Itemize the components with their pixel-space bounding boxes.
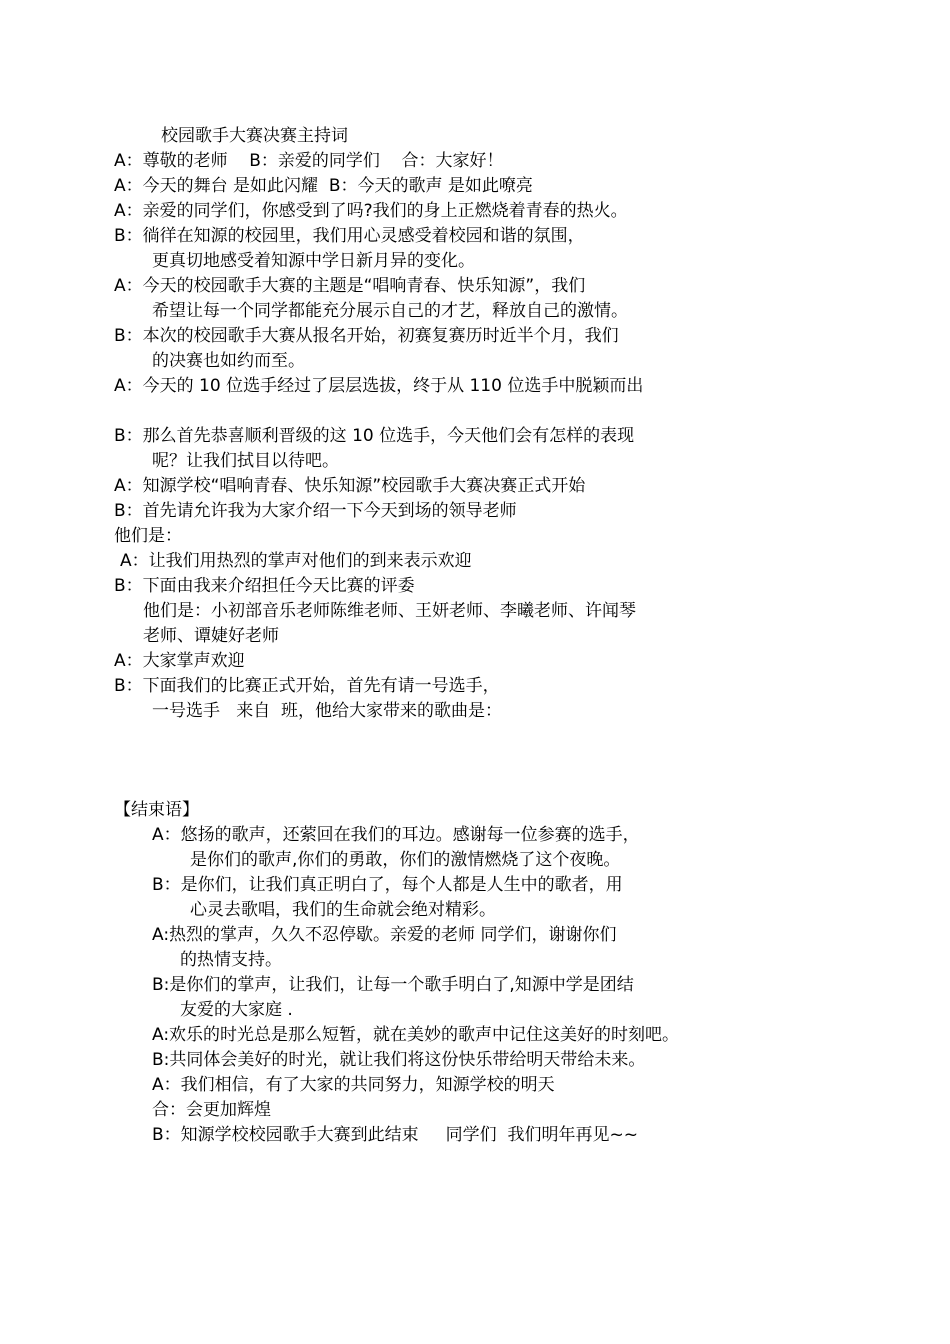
closing-line: A：我们相信，有了大家的共同努力，知源学校的明天 — [152, 1075, 555, 1095]
opening-line: A：让我们用热烈的掌声对他们的到来表示欢迎 — [120, 551, 472, 571]
closing-line: B：知源学校校园歌手大赛到此结束 同学们 我们明年再见~~ — [152, 1125, 638, 1145]
opening-line: 希望让每一个同学都能充分展示自己的才艺，释放自己的激情。 — [152, 301, 628, 321]
closing-line: B:共同体会美好的时光，就让我们将这份快乐带给明天带给未来。 — [152, 1050, 646, 1070]
opening-line: B：徜徉在知源的校园里，我们用心灵感受着校园和谐的氛围， — [114, 226, 585, 246]
opening-line: A：今天的舞台 是如此闪耀 B：今天的歌声 是如此嘹亮 — [114, 176, 533, 196]
opening-line: 他们是： — [114, 526, 182, 546]
opening-line: 老师、谭婕好老师 — [143, 626, 279, 646]
opening-line: A：亲爱的同学们，你感受到了吗?我们的身上正燃烧着青春的热火。 — [114, 201, 628, 221]
closing-line: 心灵去歌唱，我们的生命就会绝对精彩。 — [190, 900, 496, 920]
opening-line: 呢？让我们拭目以待吧。 — [152, 451, 339, 471]
closing-line: 友爱的大家庭 . — [180, 1000, 293, 1020]
opening-line: 一号选手 来自 班，他给大家带来的歌曲是： — [152, 701, 503, 721]
opening-line: A：大家掌声欢迎 — [114, 651, 245, 671]
closing-line: 是你们的歌声,你们的勇敢，你们的激情燃烧了这个夜晚。 — [190, 850, 621, 870]
opening-line: B：本次的校园歌手大赛从报名开始，初赛复赛历时近半个月，我们 — [114, 326, 619, 346]
opening-line: A：今天的校园歌手大赛的主题是“唱响青春、快乐知源”，我们 — [114, 276, 586, 296]
closing-line: 的热情支持。 — [180, 950, 282, 970]
closing-line: 合：会更加辉煌 — [152, 1100, 271, 1120]
opening-line: A：尊敬的老师 B：亲爱的同学们 合：大家好！ — [114, 151, 504, 171]
closing-line: A：悠扬的歌声，还萦回在我们的耳边。感谢每一位参赛的选手， — [152, 825, 640, 845]
opening-line: B：首先请允许我为大家介绍一下今天到场的领导老师 — [114, 501, 517, 521]
closing-line: A:热烈的掌声，久久不忍停歇。亲爱的老师 同学们，谢谢你们 — [152, 925, 617, 945]
opening-line: A：今天的 10 位选手经过了层层选拔，终于从 110 位选手中脱颖而出 — [114, 376, 644, 396]
closing-line: B：是你们，让我们真正明白了，每个人都是人生中的歌者，用 — [152, 875, 623, 895]
opening-line: B：下面我们的比赛正式开始，首先有请一号选手， — [114, 676, 500, 696]
closing-line: B:是你们的掌声，让我们，让每一个歌手明白了,知源中学是团结 — [152, 975, 634, 995]
opening-line: 他们是：小初部音乐老师陈维老师、王妍老师、李曦老师、许闻琴 — [143, 601, 636, 621]
opening-line: B：下面由我来介绍担任今天比赛的评委 — [114, 576, 415, 596]
opening-line: 更真切地感受着知源中学日新月异的变化。 — [152, 251, 475, 271]
opening-line: 的决赛也如约而至。 — [152, 351, 305, 371]
opening-line: A：知源学校“唱响青春、快乐知源”校园歌手大赛决赛正式开始 — [114, 476, 586, 496]
closing-line: A:欢乐的时光总是那么短暂，就在美妙的歌声中记住这美好的时刻吧。 — [152, 1025, 680, 1045]
opening-line: B：那么首先恭喜顺利晋级的这 10 位选手，今天他们会有怎样的表现 — [114, 426, 635, 446]
document-title: 校园歌手大赛决赛主持词 — [161, 126, 348, 146]
closing-heading: 【结束语】 — [114, 800, 199, 820]
